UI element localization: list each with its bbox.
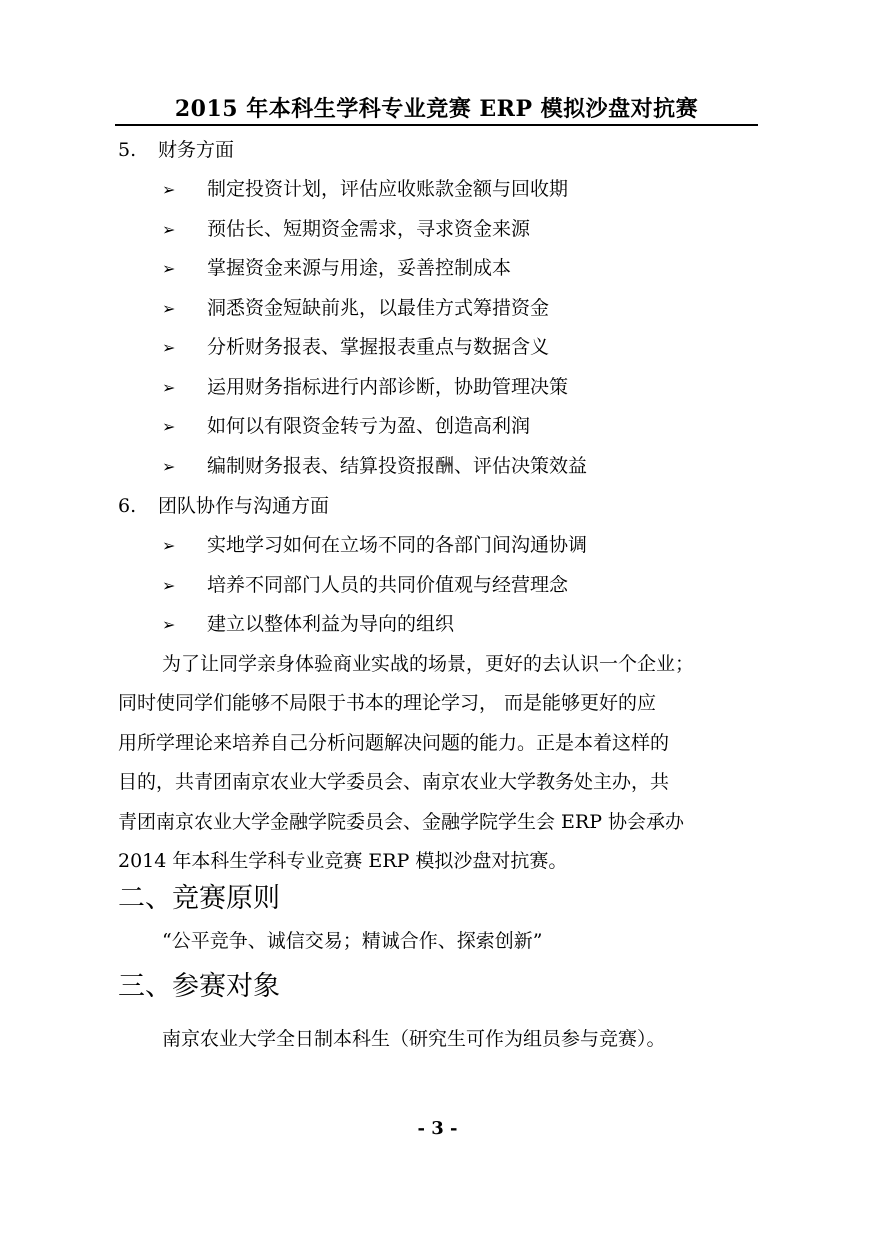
paragraph-line: 用所学理论来培养自己分析问题解决问题的能力。正是本着这样的 [118, 732, 670, 754]
finance-item-text: 掌握资金来源与用途，妥善控制成本 [207, 257, 512, 279]
finance-item-text: 如何以有限资金转亏为盈、创造高利润 [207, 415, 531, 437]
finance-item [162, 217, 530, 242]
finance-item [162, 414, 530, 439]
bullet-arrow-icon: ➢ [162, 536, 176, 555]
finance-title: 财务方面 [158, 139, 235, 161]
finance-heading [118, 138, 234, 162]
teamwork-item [162, 612, 454, 637]
paragraph-line: 同时使同学们能够不局限于书本的理论学习， 而是能够更好的应 [118, 692, 657, 714]
bullet-arrow-icon: ➢ [162, 299, 176, 318]
finance-number: 5. [118, 139, 137, 161]
teamwork-item-text: 实地学习如何在立场不同的各部门间沟通协调 [207, 534, 588, 556]
finance-item [162, 296, 549, 321]
bullet-arrow-icon: ➢ [162, 220, 176, 239]
finance-item-text: 洞悉资金短缺前兆，以最佳方式筹措资金 [207, 297, 550, 319]
finance-item [162, 454, 587, 479]
finance-item-text: 制定投资计划，评估应收账款金额与回收期 [207, 178, 569, 200]
paragraph-line: 为了让同学亲身体验商业实战的场景，更好的去认识一个企业； [162, 653, 695, 675]
finance-item-text: 编制财务报表、结算投资报酬、评估决策效益 [207, 455, 588, 477]
teamwork-item-text: 建立以整体利益为导向的组织 [207, 613, 455, 635]
paragraph-line: 目的，共青团南京农业大学委员会、南京农业大学教务处主办，共 [118, 771, 670, 793]
bullet-arrow-icon: ➢ [162, 615, 176, 634]
finance-item [162, 256, 511, 281]
bullet-arrow-icon: ➢ [162, 576, 176, 595]
bullet-arrow-icon: ➢ [162, 259, 176, 278]
paragraph-line: 青团南京农业大学金融学院委员会、金融学院学生会 ERP 协会承办 [118, 811, 685, 833]
paragraph-line: 2014 年本科生学科专业竞赛 ERP 模拟沙盘对抗赛。 [118, 850, 568, 872]
finance-item [162, 335, 549, 360]
section-title-principles: 二、竞赛原则 [118, 883, 280, 914]
bullet-arrow-icon: ➢ [162, 338, 176, 357]
finance-item [162, 177, 568, 202]
bullet-arrow-icon: ➢ [162, 180, 176, 199]
principles-text: “公平竞争、诚信交易；精诚合作、探索创新” [162, 930, 543, 952]
teamwork-item [162, 573, 568, 598]
bullet-arrow-icon: ➢ [162, 378, 176, 397]
finance-item-text: 运用财务指标进行内部诊断，协助管理决策 [207, 376, 569, 398]
teamwork-item-text: 培养不同部门人员的共同价值观与经营理念 [207, 574, 569, 596]
teamwork-item [162, 533, 587, 558]
participants-text: 南京农业大学全日制本科生（研究生可作为组员参与竞赛）。 [162, 1028, 666, 1050]
page-number: - 3 - [417, 1118, 458, 1139]
teamwork-title: 团队协作与沟通方面 [158, 495, 330, 517]
document-title: 2015 年本科生学科专业竞赛 ERP 模拟沙盘对抗赛 [174, 96, 699, 122]
teamwork-heading [118, 494, 329, 518]
finance-item [162, 375, 568, 400]
bullet-arrow-icon: ➢ [162, 457, 176, 476]
page-header [115, 84, 758, 126]
finance-item-text: 预估长、短期资金需求，寻求资金来源 [207, 218, 531, 240]
section-title-participants: 三、参赛对象 [118, 971, 280, 1002]
bullet-arrow-icon: ➢ [162, 417, 176, 436]
teamwork-number: 6. [118, 495, 137, 517]
finance-item-text: 分析财务报表、掌握报表重点与数据含义 [207, 336, 550, 358]
